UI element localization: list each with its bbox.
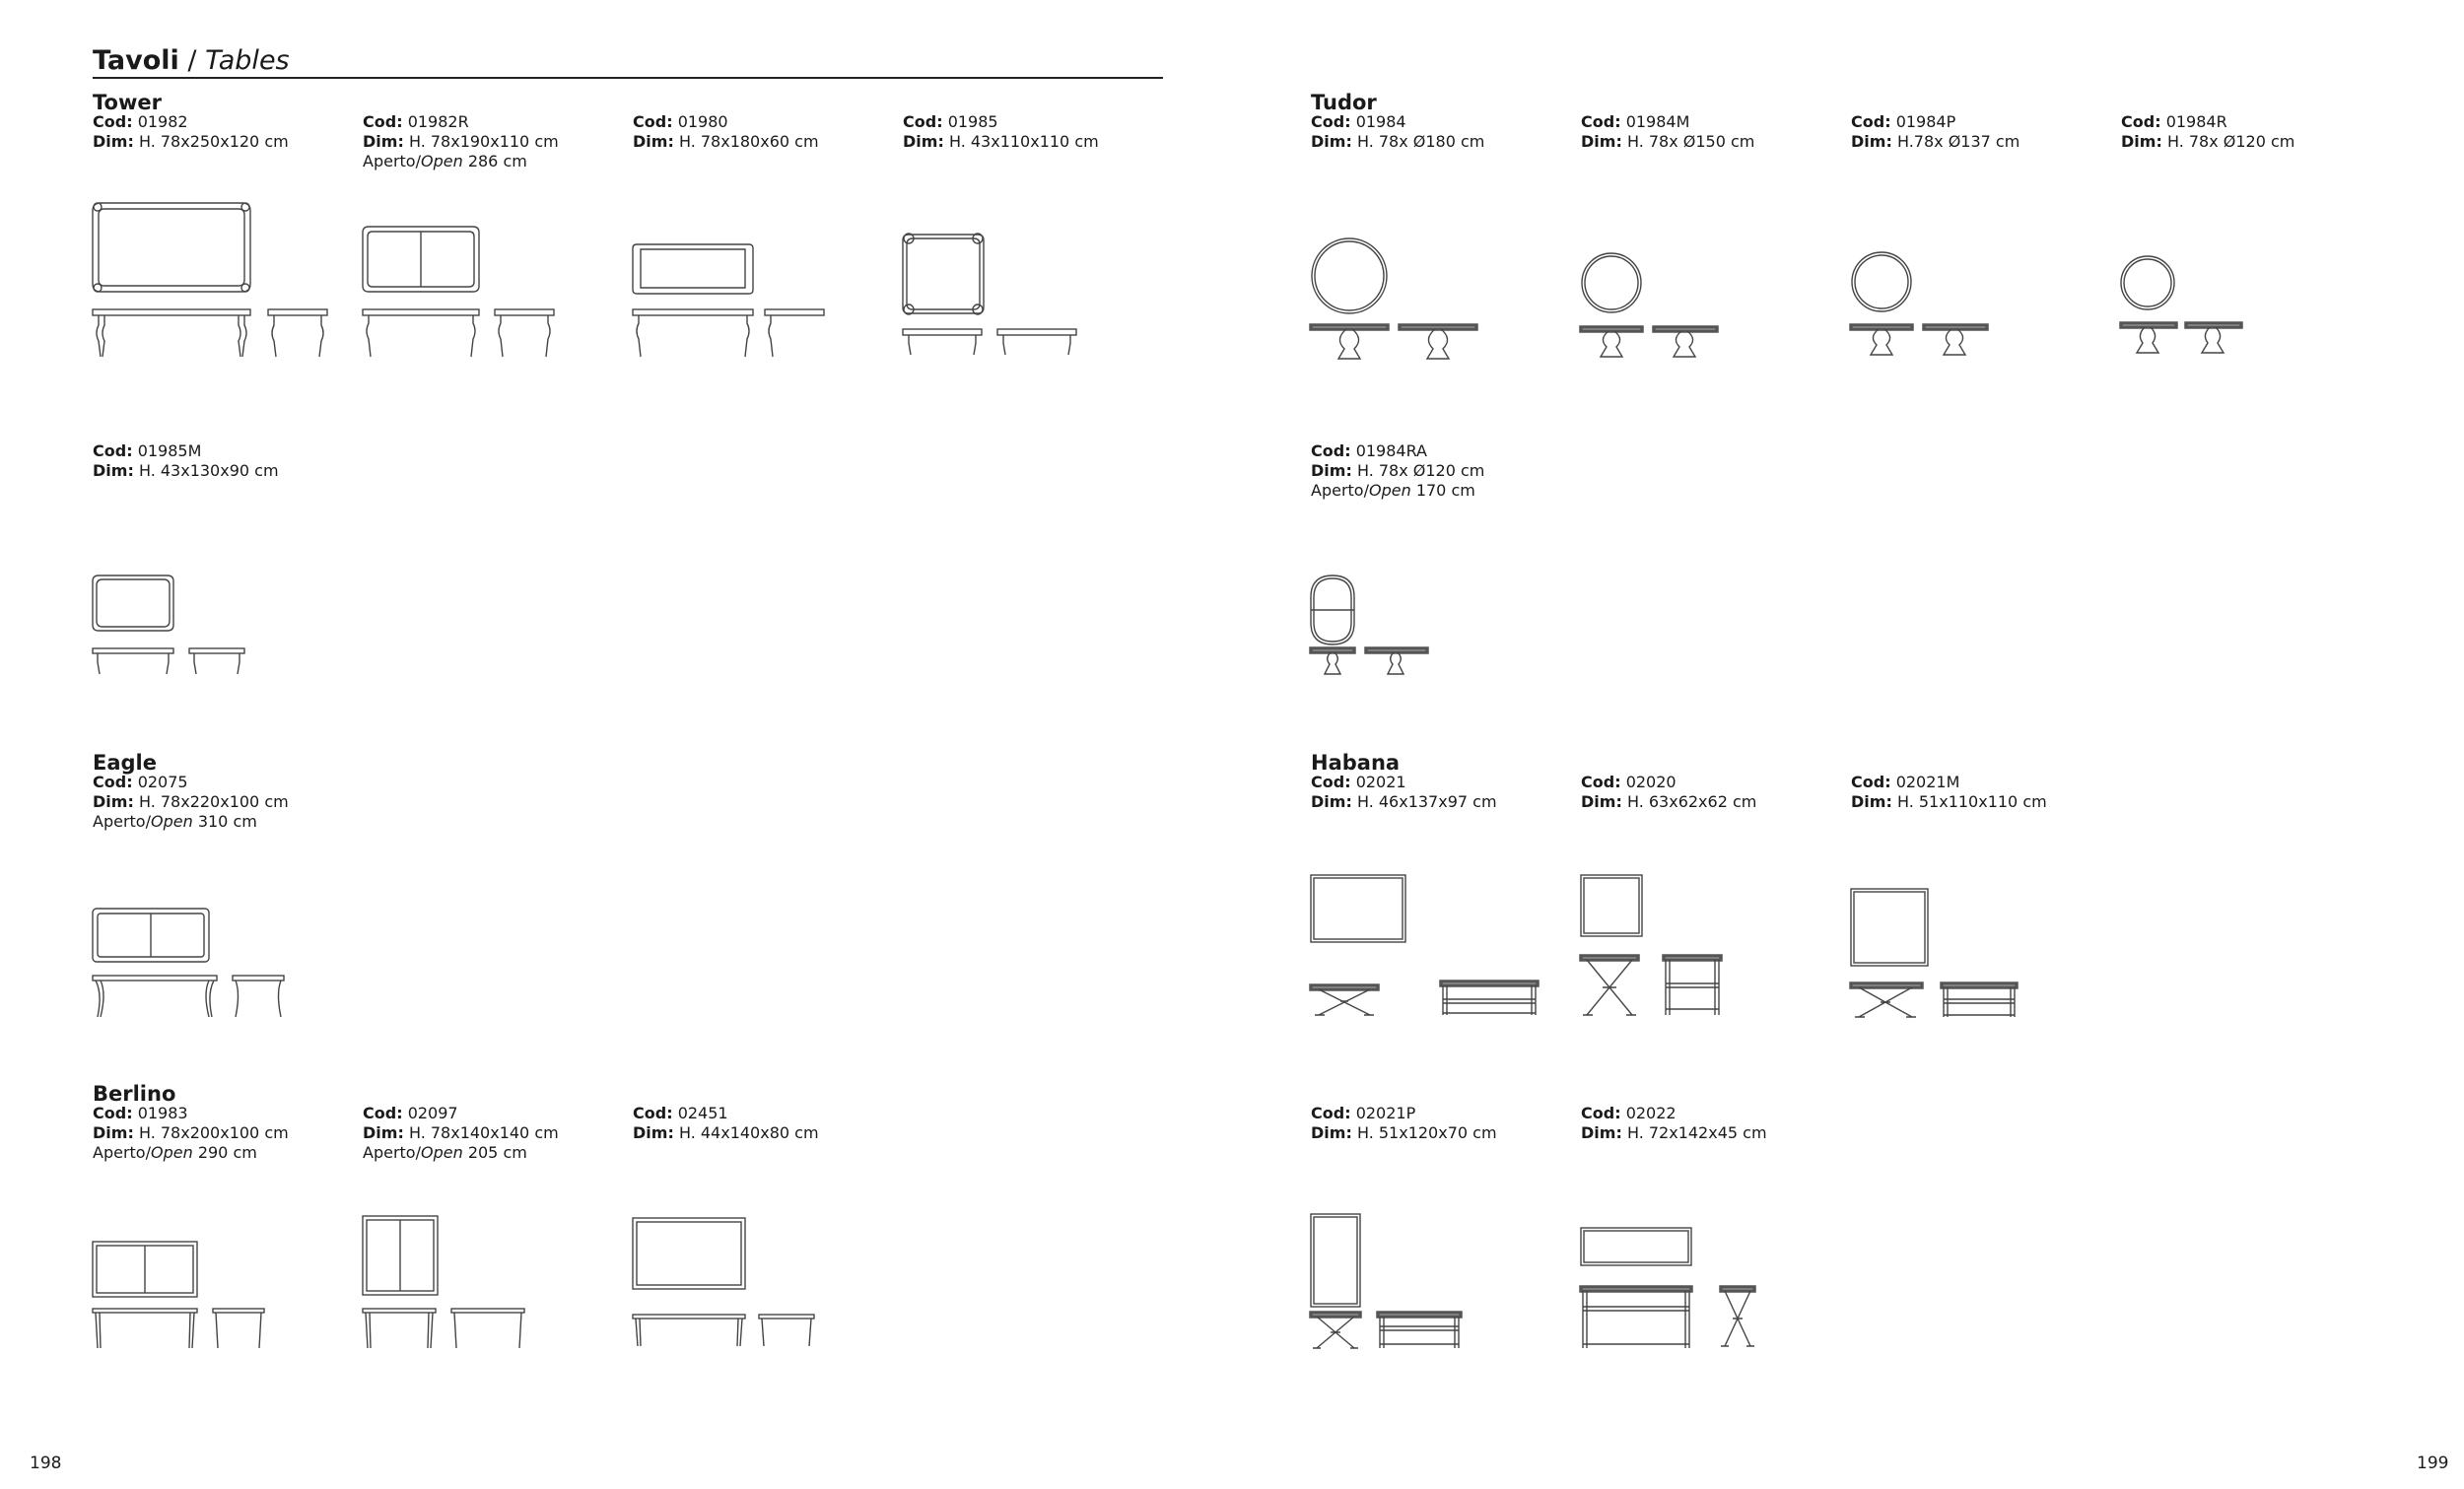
drawing-02021m <box>1851 889 2048 1023</box>
spec-02075: Cod: 02075 Dim: H. 78x220x100 cm Aperto/Open 310 cm <box>93 773 289 831</box>
drawing-02451 <box>633 1218 830 1352</box>
drawing-01982 <box>93 201 349 364</box>
drawing-01983 <box>93 1242 290 1352</box>
title-separator: / <box>178 45 206 76</box>
family-berlino: Berlino <box>93 1082 176 1106</box>
drawing-01984 <box>1311 237 1488 365</box>
spec-02021m: Cod: 02021M Dim: H. 51x110x110 cm <box>1851 773 2047 811</box>
drawing-01984r <box>2121 256 2269 365</box>
page-title <box>93 45 290 77</box>
spec-02021p: Cod: 02021P Dim: H. 51x120x70 cm <box>1311 1104 1497 1142</box>
family-eagle: Eagle <box>93 751 157 775</box>
drawing-02097 <box>363 1216 540 1352</box>
family-tower: Tower <box>93 91 162 114</box>
spec-01984ra: Cod: 01984RA Dim: H. 78x Ø120 cm Aperto/Open 170 cm <box>1311 441 1485 500</box>
drawing-02021p <box>1311 1214 1488 1352</box>
title-underline <box>93 77 1163 79</box>
drawing-01984p <box>1851 252 2009 365</box>
spec-01984: Cod: 01984 Dim: H. 78x Ø180 cm <box>1311 112 1485 151</box>
page-number-left: 198 <box>30 1454 62 1473</box>
spec-01983: Cod: 01983 Dim: H. 78x200x100 cm Aperto/Open 290 cm <box>93 1104 289 1162</box>
drawing-02075 <box>93 907 300 1021</box>
title-it: Tavoli <box>93 45 179 76</box>
spec-01984p: Cod: 01984P Dim: H.78x Ø137 cm <box>1851 112 2020 151</box>
spec-01985: Cod: 01985 Dim: H. 43x110x110 cm <box>903 112 1099 151</box>
spec-02021: Cod: 02021 Dim: H. 46x137x97 cm <box>1311 773 1497 811</box>
drawing-01985m <box>93 574 260 678</box>
spec-01985m: Cod: 01985M Dim: H. 43x130x90 cm <box>93 441 279 480</box>
family-habana: Habana <box>1311 751 1401 775</box>
drawing-01982r <box>363 225 580 363</box>
spec-01982: Cod: 01982 Dim: H. 78x250x120 cm <box>93 112 289 151</box>
spec-02022: Cod: 02022 Dim: H. 72x142x45 cm <box>1581 1104 1767 1142</box>
drawing-01985 <box>903 233 1100 363</box>
drawing-02022 <box>1581 1228 1778 1352</box>
page-number-right: 199 <box>2417 1454 2449 1473</box>
spec-02451: Cod: 02451 Dim: H. 44x140x80 cm <box>633 1104 819 1142</box>
drawing-02020 <box>1581 875 1778 1023</box>
drawing-01984ra <box>1311 575 1439 680</box>
drawing-02021 <box>1311 875 1547 1023</box>
title-en: Tables <box>205 45 290 76</box>
drawing-01980 <box>633 242 840 363</box>
family-tudor: Tudor <box>1311 91 1377 114</box>
spec-02020: Cod: 02020 Dim: H. 63x62x62 cm <box>1581 773 1757 811</box>
spec-02097: Cod: 02097 Dim: H. 78x140x140 cm Aperto/Open 205 cm <box>363 1104 559 1162</box>
spec-01980: Cod: 01980 Dim: H. 78x180x60 cm <box>633 112 819 151</box>
drawing-01984m <box>1581 252 1739 365</box>
spec-01984r: Cod: 01984R Dim: H. 78x Ø120 cm <box>2121 112 2295 151</box>
spec-01982r: Cod: 01982R Dim: H. 78x190x110 cm Aperto/Open 286 cm <box>363 112 559 170</box>
spec-01984m: Cod: 01984M Dim: H. 78x Ø150 cm <box>1581 112 1755 151</box>
